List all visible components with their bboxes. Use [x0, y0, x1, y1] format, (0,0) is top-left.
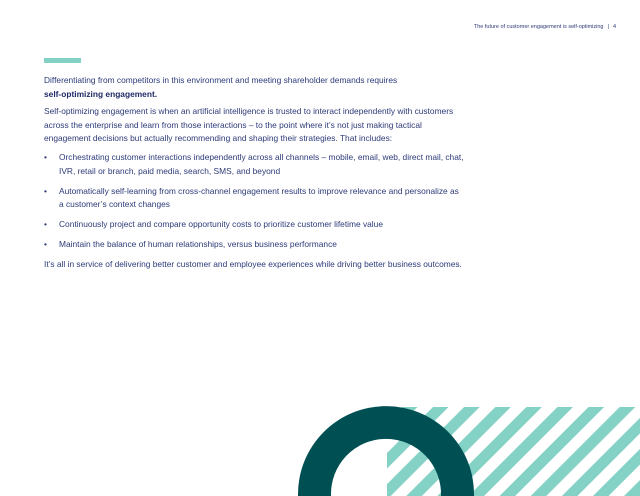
bullet-icon: •	[44, 219, 47, 230]
bullet-text: Orchestrating customer interactions independently across all channels – mobile, email, web, direct mail, chat, IVR, retail or branch, paid media, search, SMS, and beyond	[59, 152, 464, 176]
header-title: The future of customer engagement is self-optimizing	[473, 24, 604, 30]
definition-paragraph: Self-optimizing engagement is when an artificial intelligence is trusted to interact independently with customers across the enterprise and learn from those interactions – to the point where it’s not just making tactical engagement decisions but actually recommending and shaping their strategies. That includes:	[44, 106, 454, 144]
bullet-text: Continuously project and compare opportunity costs to prioritize customer lifetime value	[59, 219, 383, 230]
intro-bold-text: self-optimizing engagement.	[44, 88, 158, 99]
bullet-icon: •	[44, 239, 47, 250]
intro-text: Differentiating from competitors in this environment and meeting shareholder demands requires	[44, 75, 398, 85]
bullet-text: Maintain the balance of human relationships, versus business performance	[59, 239, 337, 250]
bullet-text: Automatically self-learning from cross-channel engagement results to improve relevance and personalize as a customer’s context changes	[59, 185, 459, 210]
bullet-icon: •	[44, 152, 47, 162]
page-number: 4	[612, 24, 616, 30]
header-separator: |	[607, 24, 609, 30]
bullet-icon: •	[44, 185, 47, 196]
closing-paragraph: It’s all in service of delivering better customer and employee experiences while driving better business outcomes.	[44, 259, 462, 269]
